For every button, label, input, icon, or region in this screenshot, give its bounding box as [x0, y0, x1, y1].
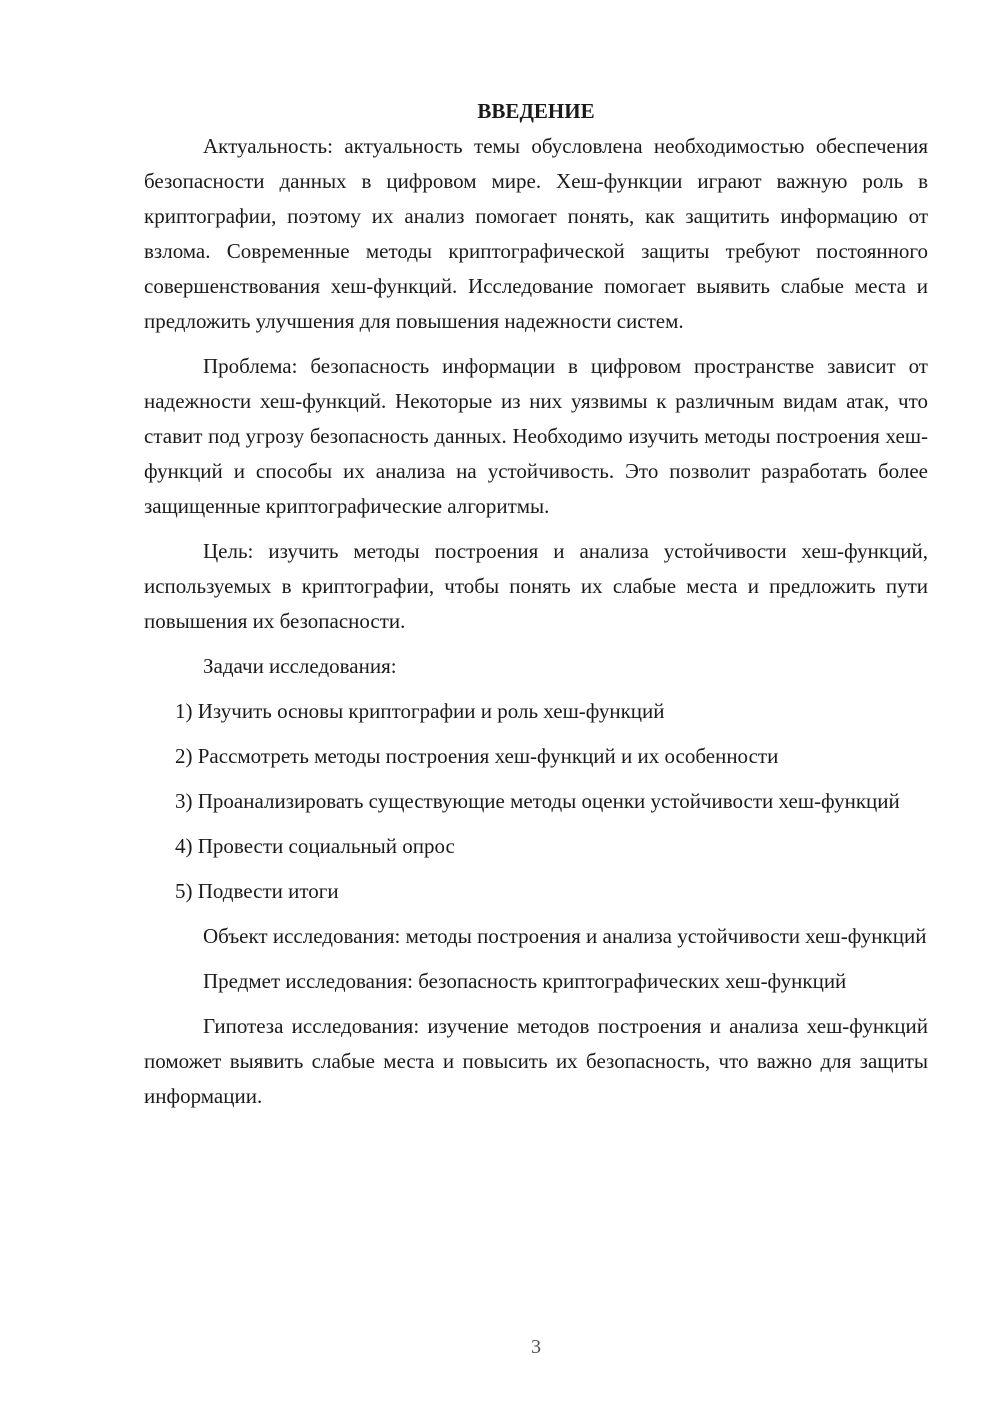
paragraph-hypothesis: Гипотеза исследования: изучение методов построения и анализа хеш-функций поможет выявить слабые места и повысить их безопасность, что важно для защиты информации.	[144, 1014, 928, 1108]
task-item-4: 4) Провести социальный опрос	[175, 834, 455, 858]
task-item-5: 5) Подвести итоги	[175, 879, 339, 903]
paragraph-goal: Цель: изучить методы построения и анализа устойчивости хеш-функций, используемых в криптографии, чтобы понять их слабые места и предложить пути повышения их безопасности.	[144, 539, 928, 633]
tasks-heading: Задачи исследования:	[203, 654, 397, 678]
task-item-3: 3) Проанализировать существующие методы оценки устойчивости хеш-функций	[175, 789, 900, 813]
section-heading: ВВЕДЕНИЕ	[477, 99, 595, 123]
page-content	[144, 94, 928, 1114]
page-number: 3	[531, 1336, 541, 1358]
paragraph-object: Объект исследования: методы построения и анализа устойчивости хеш-функций	[203, 924, 927, 948]
paragraph-problem: Проблема: безопасность информации в цифровом пространстве зависит от надежности хеш-функций. Некоторые из них уязвимы к различным видам атак, что ставит под угрозу безопасность данных. Необходимо изучить методы построения хеш-функций и способы их анализа на устойчивость. Это позволит разработать более защищенные криптографические алгоритмы.	[144, 354, 928, 518]
task-item-1: 1) Изучить основы криптографии и роль хеш-функций	[175, 699, 665, 723]
task-item-2: 2) Рассмотреть методы построения хеш-функций и их особенности	[175, 744, 779, 768]
paragraph-subject: Предмет исследования: безопасность криптографических хеш-функций	[203, 969, 847, 993]
paragraph-relevance: Актуальность: актуальность темы обусловлена необходимостью обеспечения безопасности данных в цифровом мире. Хеш-функции играют важную роль в криптографии, поэтому их анализ помогает понять, как защитить информацию от взлома. Современные методы криптографической защиты требуют постоянного совершенствования хеш-функций. Исследование помогает выявить слабые места и предложить улучшения для повышения надежности систем.	[144, 134, 928, 333]
